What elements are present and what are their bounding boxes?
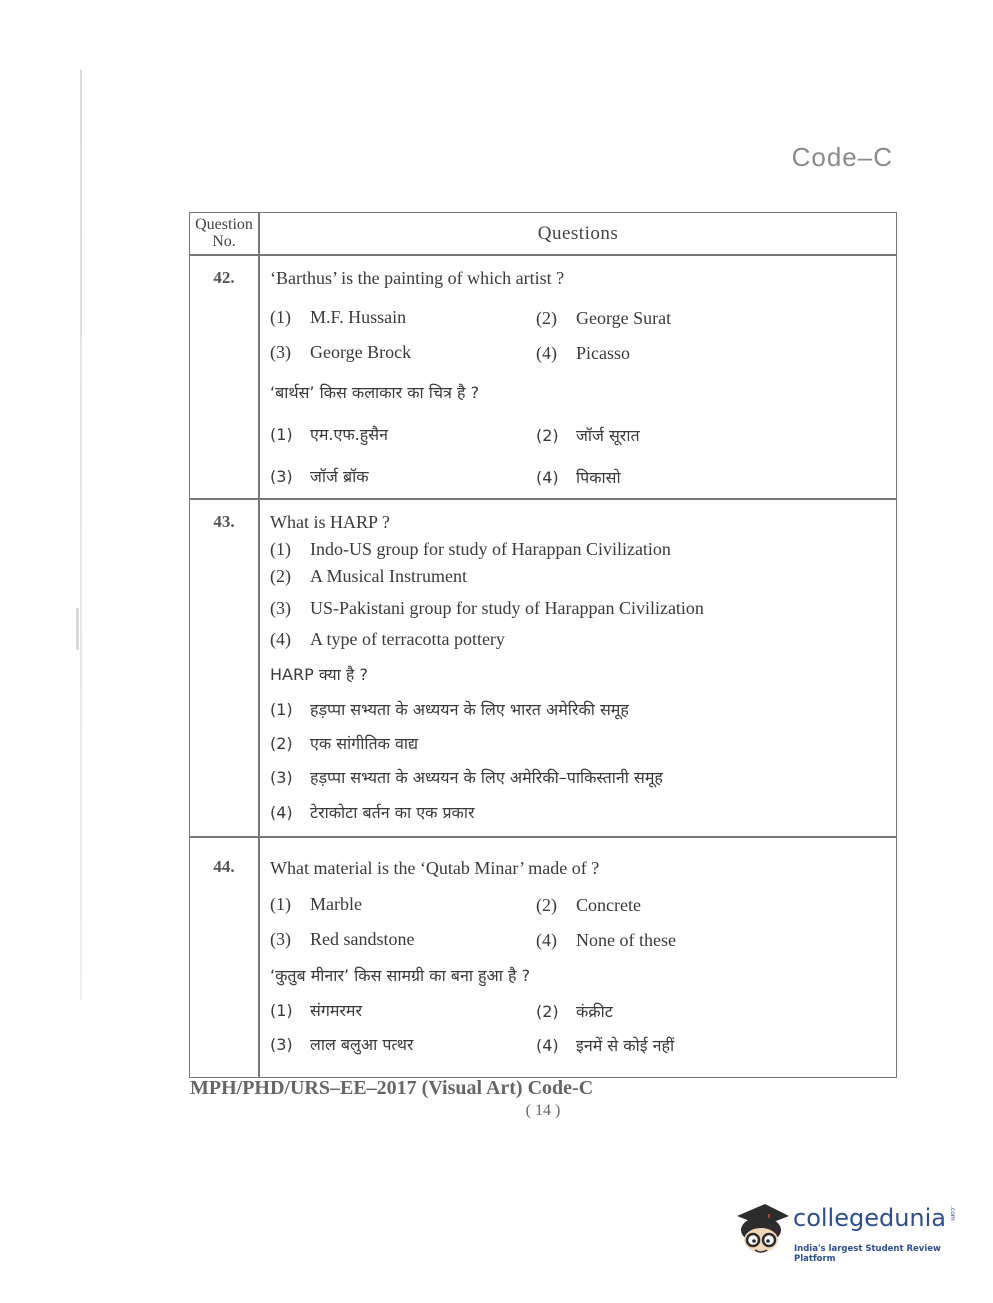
option-number: (1): [270, 425, 293, 444]
mascot-eye-right: [766, 1239, 770, 1243]
option-text: Concrete: [576, 895, 641, 915]
option-number: (1): [270, 307, 291, 327]
option-text: Indo-US group for study of Harappan Civilization: [310, 539, 671, 559]
option-text: Red sandstone: [310, 929, 415, 949]
option-text: US-Pakistani group for study of Harappan Civilization: [310, 598, 704, 618]
option: [270, 1033, 413, 1055]
option-number: (1): [270, 539, 291, 559]
option-text: टेराकोटा बर्तन का एक प्रकार: [310, 803, 475, 822]
question-number: 43.: [213, 512, 235, 531]
option: [270, 894, 362, 915]
option-number: (3): [270, 768, 293, 787]
option-text: George Brock: [310, 342, 412, 362]
option: [536, 343, 630, 364]
option: [270, 539, 671, 560]
question-text-hi: ‘बार्थस’ किस कलाकार का चित्र है ?: [270, 383, 480, 402]
option-number: (2): [536, 426, 559, 445]
option-number: (4): [536, 468, 559, 487]
row-divider-1: [190, 498, 896, 500]
option-number: (2): [270, 734, 293, 753]
question-number: 44.: [213, 857, 235, 876]
option: [536, 308, 671, 329]
option-number: (2): [536, 308, 557, 328]
option-text: पिकासो: [576, 468, 621, 487]
footer-exam-code: MPH/PHD/URS–EE–2017 (Visual Art) Code-C: [190, 1077, 594, 1099]
option-number: (2): [536, 895, 557, 915]
option: [270, 698, 629, 720]
row-divider-2: [190, 836, 896, 838]
option-text: कंक्रीट: [576, 1002, 613, 1021]
option: [270, 629, 505, 650]
option: [270, 423, 388, 445]
option: [270, 307, 406, 328]
collegedunia-logo: [733, 1196, 963, 1266]
option-number: (1): [270, 700, 293, 719]
option-text: George Surat: [576, 308, 672, 328]
option-text: None of these: [576, 930, 676, 950]
option: [270, 598, 704, 619]
question-number: 42.: [213, 268, 235, 287]
page-number: ( 14 ): [525, 1102, 561, 1119]
page-binding-mark: [76, 608, 79, 650]
option-text: एम.एफ.हुसैन: [310, 425, 388, 444]
question-text-en: What is HARP ?: [270, 512, 390, 532]
option-number: (2): [536, 1002, 559, 1021]
option-text: इनमें से कोई नहीं: [576, 1036, 675, 1055]
questions-table: [189, 212, 897, 1078]
option-number: (4): [270, 629, 291, 649]
option-text: लाल बलुआ पत्थर: [310, 1035, 414, 1054]
option-number: (3): [270, 342, 291, 362]
option-number: (2): [270, 566, 291, 586]
option: [536, 424, 640, 446]
option: [536, 1000, 613, 1022]
header-question-no-line1: Question: [195, 216, 253, 233]
option-text: हड़प्पा सभ्यता के अध्ययन के लिए भारत अमेरिकी समूह: [310, 700, 629, 719]
header-questions: Questions: [537, 223, 619, 244]
option-text: हड़प्पा सभ्यता के अध्ययन के लिए अमेरिकी–पाकिस्तानी समूह: [310, 768, 663, 787]
option-text: M.F. Hussain: [310, 307, 407, 327]
option-number: (1): [270, 894, 291, 914]
mascot-eye-left: [752, 1239, 756, 1243]
option-text: एक सांगीतिक वाद्य: [310, 734, 419, 753]
option: [270, 732, 418, 754]
question-text-hi: ‘कुतुब मीनार’ किस सामग्री का बना हुआ है ?: [270, 966, 531, 985]
option-number: (4): [536, 1036, 559, 1055]
header-question-no: [190, 216, 258, 250]
option-number: (1): [270, 1001, 293, 1020]
code-label: Code–C: [791, 142, 893, 172]
option-number: (4): [536, 930, 557, 950]
option-number: (3): [270, 598, 291, 618]
logo-dotcom: .com: [949, 1206, 956, 1221]
option-text: A Musical Instrument: [310, 566, 467, 586]
mascot-icon: [733, 1196, 791, 1258]
option-text: Picasso: [576, 343, 630, 363]
option: [536, 930, 676, 951]
option: [536, 466, 621, 488]
column-divider: [258, 213, 260, 1077]
option: [270, 342, 411, 363]
option: [536, 895, 641, 916]
option-number: (3): [270, 1035, 293, 1054]
option: [270, 766, 663, 788]
option-text: Marble: [310, 894, 362, 914]
option: [270, 801, 475, 823]
option: [270, 566, 467, 587]
logo-name: collegedunia: [793, 1204, 947, 1232]
option-number: (3): [270, 467, 293, 486]
question-text-en: ‘Barthus’ is the painting of which artist ?: [270, 268, 565, 288]
option-number: (3): [270, 929, 291, 949]
option: [270, 999, 362, 1021]
logo-tagline: India's largest Student Review Platform: [794, 1244, 941, 1264]
option-text: जॉर्ज सूरात: [576, 426, 640, 445]
option: [270, 929, 414, 950]
header-question-no-line2: No.: [212, 233, 236, 250]
question-text-en: What material is the ‘Qutab Minar’ made of ?: [270, 858, 600, 878]
option-text: A type of terracotta pottery: [310, 629, 505, 649]
page-binding-line: [80, 70, 82, 1000]
header-divider: [190, 254, 896, 256]
option-text: संगमरमर: [310, 1001, 363, 1020]
option-number: (4): [536, 343, 557, 363]
option: [536, 1034, 674, 1056]
option-text: जॉर्ज ब्रॉक: [310, 467, 369, 486]
option-number: (4): [270, 803, 293, 822]
option: [270, 465, 369, 487]
question-text-hi: HARP क्या है ?: [270, 665, 368, 684]
